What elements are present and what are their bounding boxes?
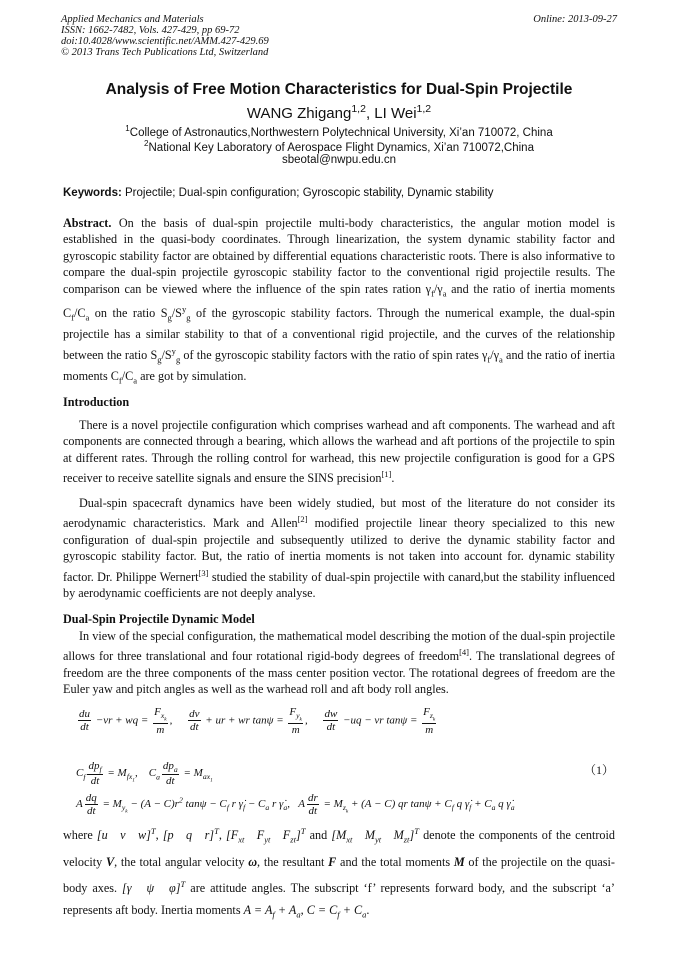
abstract-text: of the gyroscopic stability factors. Through the numerical example, the dual-spin projectile has a similar stability to that of a conventional rigid projectile, and the curves of the relationship between the ratio S [63, 306, 615, 362]
abstract-text: /S [161, 347, 172, 362]
intro-text: modified projectile linear theory specialized to this new configuration of dual-spin projectile and subsequently utilized to derive the dynamic stability factor and gyroscopic stability factor. But, the ratio of inertia moments is not taken into account for. dynamic stability factor. Dr. Philippe Wernert [63, 516, 615, 584]
abstract-text: /C [121, 368, 134, 383]
where-text: are attitude angles. The subscript ‘f’ represents forward body, and the subscript ‘a’ represents aft body. Inertia moments [63, 880, 615, 917]
section-heading-dynamic-model: Dual-Spin Projectile Dynamic Model [63, 612, 255, 626]
abstract-sub: g [186, 312, 191, 323]
where-paragraph: where [u v w]$^T$, [p q r]$^T$, [$F_{xt}$ $F_{yt}$ $F_{zt}]^T$ and [$M_{xt}$ $M_{yt}$ $M_{zt}]^T$ denote the components of the centroid velocity V, the total angular velocity ω, the resultant F and the total moments M of the projectile on the quasi-body axes. [γ ψ φ]$^T$ are attitude angles. The subscript ‘f’ represents forward body, and the subscript ‘a’ represents aft body. Inertia moments $A = A_f + A_a$, $C = C_f + C_a$. [63, 826, 616, 919]
abstract-text: /C [73, 306, 86, 321]
abstract-sub: a [442, 288, 447, 299]
keywords-text: Projectile; Dual-spin configuration; Gyroscopic stability, Dynamic stability [121, 187, 494, 199]
abstract-sub: a [85, 312, 90, 323]
copyright: © 2013 Trans Tech Publications Ltd, Switzerland [61, 47, 269, 58]
abstract-sub: f [71, 312, 74, 323]
vector-omega: ω [248, 854, 258, 869]
abstract-label: Abstract. [63, 216, 112, 230]
citation-3[interactable]: [3] [198, 567, 209, 578]
affiliation-1-text: College of Astronautics,Northwestern Polytechnical University, Xi’an 710072, China [129, 126, 553, 139]
author-separator: , [365, 105, 375, 122]
journal-name: Applied Mechanics and Materials [61, 14, 204, 25]
model-text: . The translational degrees of freedom are the three components of the mass center position vector. The rotational degrees of freedom are the Euler yaw and pitch angles as well as the warhead roll and aft body roll angles. [63, 649, 615, 697]
affiliation-1 [0, 124, 678, 139]
citation-1[interactable]: [1] [381, 469, 392, 480]
where-text: where [63, 828, 93, 843]
where-text: denote the components of the centroid velocity [63, 828, 616, 869]
vector-f: F [328, 854, 337, 869]
inline-inertia-formula: $A = A_f + A_a$, $C = C_f + C_a$ [243, 902, 367, 919]
author-1: WANG Zhigang [246, 105, 352, 122]
intro-text: There is a novel projectile configuration which comprises warhead and aft components. The warhead and aft components are connected through a bearing, which allows the warhead and aft portions of the projectile to spin at different rates. Through the rolling control for warhead, this new projectile configuration is good for a GPS receiver to receive satellite signals and ensure the SINS precision [63, 418, 615, 486]
abstract-text: on the ratio S [89, 306, 168, 321]
inline-vector-pqr: [p q r]$^T$ [162, 826, 219, 843]
where-text: , the resultant [257, 854, 329, 869]
abstract-text: and the ratio of inertia moments C [63, 281, 615, 321]
section-heading-introduction: Introduction [63, 395, 130, 409]
paper-title: Analysis of Free Motion Characteristics for Dual-Spin Projectile [105, 81, 573, 98]
abstract-text: of the gyroscopic stability factors with the ratio of spin rates γ [180, 347, 488, 362]
keywords-label: Keywords: [63, 187, 122, 199]
intro-text: . [391, 471, 395, 486]
author-email: sbeotal@nwpu.edu.cn [282, 154, 396, 166]
journal-header [61, 14, 617, 58]
abstract-text: /γ [490, 347, 500, 362]
abstract-text: On the basis of dual-spin projectile multi-body characteristics, the angular motion model is established in the quasi-body coordinates. Through linearization, the system dynamic stability factor and gyroscopic stability factor are obtained by differential equations characteristic roots. There is also informative to compare the dual-spin projectile gyroscopic stability factor to the conventional rigid projectile results. The comparison can be viewed where the influence of the spin rates ration γ [63, 216, 615, 296]
abstract-text: are got by simulation. [137, 368, 247, 383]
abstract [63, 215, 615, 389]
equation-roll: $C_f$ $\frac{dp_f}{dt}$ = $M_{fx_1}$, $C_a$ $\frac{dp_a}{dt}$ = $M_{ax_1}$ [76, 760, 213, 788]
equation-translational: $\frac{du}{dt}$ −vr + wq = $\frac{F_{x_k}}{m}$ , $\frac{dv}{dt}$ + ur + wr tanψ = $\frac{F_{y_k}}{m}$ , $\frac{dw}{dt}$ −uq − vr tanψ = $\frac{F_{z_k}}{m}$ [79, 706, 436, 736]
where-text: , the total angular velocity [114, 854, 249, 869]
inline-vector-uvw: [u v w]$^T$ [96, 826, 156, 843]
equation-number: （1） [584, 763, 615, 777]
abstract-sub: f [118, 375, 122, 386]
model-text: In view of the special configuration, the mathematical model describing the motion of the dual-spin projectile allows for three translational and four rotational rigid-body degrees of freedom [63, 629, 615, 664]
citation-4[interactable]: [4] [459, 647, 470, 658]
author-2-affil: 1,2 [416, 103, 432, 115]
abstract-sub: g [167, 312, 172, 323]
abstract-text: /S [171, 306, 182, 321]
intro-text: studied the stability of dual-spin projectile with canard,but the stability influenced by aerodynamic coefficients are not deeply analyse. [63, 569, 616, 601]
affiliation-2 [0, 139, 678, 154]
model-paragraph [63, 628, 615, 698]
intro-paragraph-2 [63, 495, 615, 602]
abstract-sub: g [157, 354, 162, 365]
citation-2[interactable]: [2] [297, 514, 308, 525]
author-1-affil: 1,2 [351, 103, 366, 115]
vector-m: M [453, 854, 465, 869]
intro-paragraph-1 [63, 417, 615, 487]
inline-vector-force: [$F_{xt}$ $F_{yt}$ $F_{zt}]^T$ [226, 826, 306, 845]
abstract-sub: g [175, 354, 181, 365]
abstract-sub: a [133, 375, 138, 386]
abstract-text: /γ [433, 281, 443, 296]
abstract-sub: f [431, 288, 434, 299]
issn: ISSN: 1662-7482, Vols. 427-429, pp 69-72 [61, 25, 240, 36]
equation-angular: A $\frac{dq}{dt}$ = $M_{y_k} - (A - C)r^2$ $\tan\psi - C_f$ r $\gammȧ_f - C_a$ r $\gammȧ_a$, A $\frac{dr}{dt}$ = $M_{z_k} + (A - C)$ qr $\tan\psi + C_f$ q $\gammȧ_f + C_a$ q $\gammȧ_a$ [76, 792, 515, 817]
inline-vector-moment: [$M_{xt}$ $M_{yt}$ $M_{zt}]^T$ [331, 826, 419, 845]
where-text: of the projectile on the quasi-body axes. [63, 854, 615, 895]
abstract-sup: y [171, 345, 176, 356]
affiliation-1-mark: 1 [125, 124, 130, 133]
authors [0, 103, 678, 122]
vector-v: V [106, 854, 115, 869]
abstract-sub: f [487, 354, 491, 365]
where-text: and the total moments [336, 854, 454, 869]
abstract-sup: y [181, 304, 187, 315]
abstract-text: and the ratio of inertia moments C [63, 347, 615, 383]
affiliation-2-mark: 2 [144, 139, 149, 148]
affiliation-2-text: National Key Laboratory of Aerospace Flight Dynamics, Xi’an 710072,China [148, 141, 534, 154]
online-date: Online: 2013-09-27 [533, 14, 617, 25]
keywords [63, 187, 615, 199]
doi: doi:10.4028/www.scientific.net/AMM.427-429.69 [61, 36, 269, 47]
author-2: LI Wei [374, 105, 417, 122]
inline-vector-attitude: [γ ψ φ]$^T$ [122, 878, 186, 895]
intro-text: Dual-spin spacecraft dynamics have been widely studied, but most of the literature do not consider its aerodynamic characteristics. Mark and Allen [63, 496, 615, 531]
abstract-sub: a [499, 354, 503, 365]
